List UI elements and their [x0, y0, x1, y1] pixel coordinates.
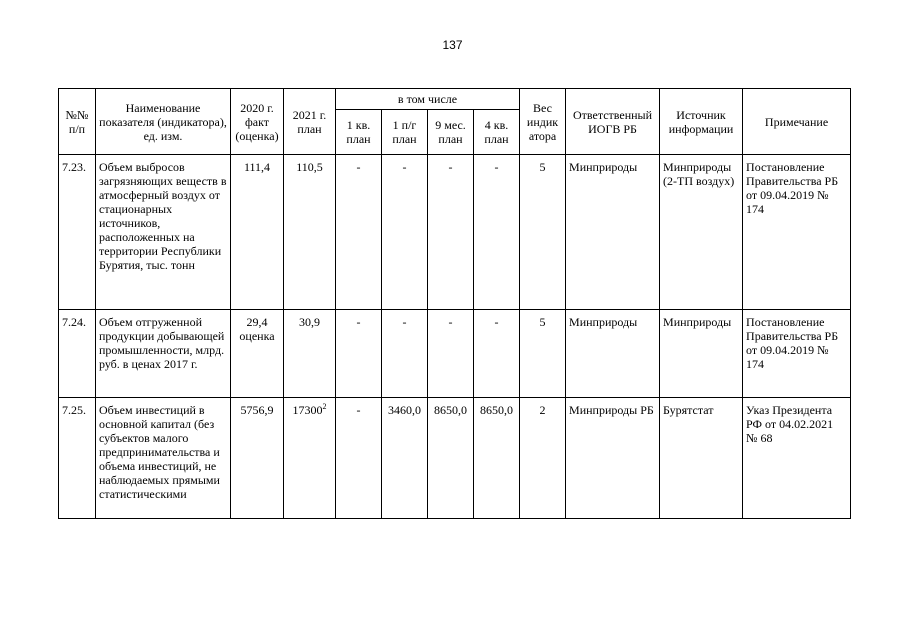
- header-including: в том числе: [336, 89, 520, 110]
- row-weight: 2: [520, 398, 566, 519]
- header-row-top: [59, 89, 851, 110]
- table-row: [59, 398, 851, 519]
- row-source: Минприроды: [660, 310, 743, 398]
- header-h1: 1 п/г план: [382, 110, 428, 155]
- header-source: Источник информации: [660, 89, 743, 155]
- row-q4: -: [474, 310, 520, 398]
- row-q4: 8650,0: [474, 398, 520, 519]
- indicators-table: [58, 88, 851, 519]
- plan-2021-value: 30,9: [299, 315, 320, 329]
- table-row: [59, 310, 851, 398]
- row-num: 7.23.: [59, 155, 96, 310]
- row-q1: -: [336, 155, 382, 310]
- row-9m: -: [428, 310, 474, 398]
- header-note: Примечание: [743, 89, 851, 155]
- row-name: Объем отгруженной продукции добывающей промышленности, млрд. руб. в ценах 2017 г.: [96, 310, 231, 398]
- row-source: Бурятстат: [660, 398, 743, 519]
- header-num: №№ п/п: [59, 89, 96, 155]
- header-weight: Вес индик атора: [520, 89, 566, 155]
- row-note: Постановление Правительства РБ от 09.04.2019 № 174: [743, 155, 851, 310]
- page-number: 137: [442, 38, 463, 52]
- header-name: Наименование показателя (индикатора), ед. изм.: [96, 89, 231, 155]
- header-9m: 9 мес. план: [428, 110, 474, 155]
- row-name: Объем выбросов загрязняющих веществ в атмосферный воздух от стационарных источников, расположенных на территории Республики Бурятия, тыс. тонн: [96, 155, 231, 310]
- plan-2021-footnote: 2: [322, 402, 327, 411]
- row-h1: 3460,0: [382, 398, 428, 519]
- row-source: Минприроды (2-ТП воздух): [660, 155, 743, 310]
- row-responsible: Минприроды РБ: [566, 398, 660, 519]
- row-q4: -: [474, 155, 520, 310]
- row-num: 7.25.: [59, 398, 96, 519]
- row-plan-2021: [284, 310, 336, 398]
- row-q1: -: [336, 310, 382, 398]
- row-weight: 5: [520, 155, 566, 310]
- header-fact-2020: 2020 г. факт (оценка): [231, 89, 284, 155]
- row-fact-2020: 29,4 оценка: [231, 310, 284, 398]
- header-responsible: Ответственный ИОГВ РБ: [566, 89, 660, 155]
- header-q1: 1 кв. план: [336, 110, 382, 155]
- row-h1: -: [382, 155, 428, 310]
- table-row: [59, 155, 851, 310]
- row-responsible: Минприроды: [566, 155, 660, 310]
- row-weight: 5: [520, 310, 566, 398]
- row-note: Постановление Правительства РБ от 09.04.2019 № 174: [743, 310, 851, 398]
- row-q1: -: [336, 398, 382, 519]
- row-responsible: Минприроды: [566, 310, 660, 398]
- row-plan-2021: [284, 398, 336, 519]
- row-fact-2020: 5756,9: [231, 398, 284, 519]
- header-plan-2021: 2021 г. план: [284, 89, 336, 155]
- row-9m: 8650,0: [428, 398, 474, 519]
- header-q4: 4 кв. план: [474, 110, 520, 155]
- row-9m: -: [428, 155, 474, 310]
- row-num: 7.24.: [59, 310, 96, 398]
- row-h1: -: [382, 310, 428, 398]
- row-fact-2020: 111,4: [231, 155, 284, 310]
- plan-2021-value: 110,5: [296, 160, 323, 174]
- row-note: Указ Президента РФ от 04.02.2021 № 68: [743, 398, 851, 519]
- row-plan-2021: [284, 155, 336, 310]
- row-name: Объем инвестиций в основной капитал (без субъектов малого предпринимательства и объема инвестиций, не наблюдаемых прямыми статистическими: [96, 398, 231, 519]
- plan-2021-value: 17300: [292, 403, 323, 417]
